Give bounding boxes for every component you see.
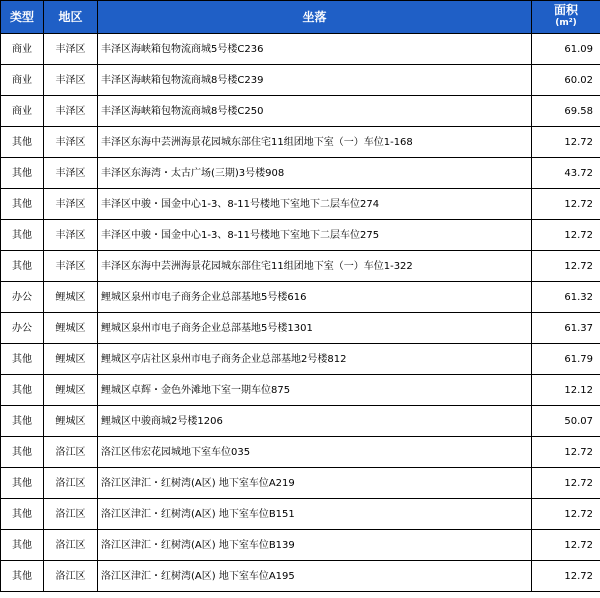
cell-area: 鲤城区 — [44, 313, 98, 344]
cell-location: 丰泽区中骏・国金中心1-3、8-11号楼地下室地下二层车位275 — [98, 220, 532, 251]
cell-type: 其他 — [1, 344, 44, 375]
table-row — [1, 499, 600, 530]
table-row — [1, 282, 600, 313]
header-row — [1, 1, 600, 34]
cell-type: 商业 — [1, 96, 44, 127]
table-row — [1, 437, 600, 468]
header-area: 地区 — [44, 1, 98, 34]
cell-location: 丰泽区海峡箱包物流商城8号楼C239 — [98, 65, 532, 96]
cell-size: 12.72 — [532, 468, 600, 499]
table-row — [1, 189, 600, 220]
table-row — [1, 468, 600, 499]
table-row — [1, 65, 600, 96]
cell-type: 其他 — [1, 158, 44, 189]
cell-area: 洛江区 — [44, 561, 98, 592]
cell-type: 其他 — [1, 499, 44, 530]
cell-type: 其他 — [1, 220, 44, 251]
cell-type: 其他 — [1, 127, 44, 158]
header-size — [532, 1, 600, 34]
table-row — [1, 220, 600, 251]
cell-area: 洛江区 — [44, 499, 98, 530]
cell-size: 12.72 — [532, 530, 600, 561]
cell-size: 12.72 — [532, 499, 600, 530]
cell-type: 其他 — [1, 251, 44, 282]
header-size-unit: (m²) — [555, 18, 577, 28]
cell-area: 鲤城区 — [44, 282, 98, 313]
cell-type: 其他 — [1, 437, 44, 468]
cell-location: 丰泽区东海湾・太古广场(三期)3号楼908 — [98, 158, 532, 189]
cell-location: 丰泽区东海中芸洲海景花园城东部住宅11组团地下室（一）车位1-322 — [98, 251, 532, 282]
cell-area: 洛江区 — [44, 530, 98, 561]
cell-location: 鲤城区中骏商城2号楼1206 — [98, 406, 532, 437]
table-row — [1, 406, 600, 437]
cell-location: 丰泽区中骏・国金中心1-3、8-11号楼地下室地下二层车位274 — [98, 189, 532, 220]
header-type: 类型 — [1, 1, 44, 34]
cell-size: 61.37 — [532, 313, 600, 344]
cell-location: 丰泽区海峡箱包物流商城8号楼C250 — [98, 96, 532, 127]
table-row — [1, 34, 600, 65]
cell-location: 洛江区津汇・红树湾(A区) 地下室车位A195 — [98, 561, 532, 592]
cell-area: 丰泽区 — [44, 189, 98, 220]
cell-location: 洛江区津汇・红树湾(A区) 地下室车位B151 — [98, 499, 532, 530]
cell-size: 12.12 — [532, 375, 600, 406]
cell-area: 鲤城区 — [44, 375, 98, 406]
cell-type: 其他 — [1, 189, 44, 220]
cell-type: 办公 — [1, 282, 44, 313]
header-location: 坐落 — [98, 1, 532, 34]
table-row — [1, 530, 600, 561]
cell-area: 洛江区 — [44, 437, 98, 468]
cell-location: 洛江区津汇・红树湾(A区) 地下室车位B139 — [98, 530, 532, 561]
table-body — [1, 34, 600, 592]
cell-size: 12.72 — [532, 251, 600, 282]
cell-area: 洛江区 — [44, 468, 98, 499]
cell-size: 50.07 — [532, 406, 600, 437]
cell-location: 洛江区津汇・红树湾(A区) 地下室车位A219 — [98, 468, 532, 499]
cell-location: 鲤城区卓辉・金色外滩地下室一期车位875 — [98, 375, 532, 406]
cell-area: 鲤城区 — [44, 406, 98, 437]
cell-type: 其他 — [1, 406, 44, 437]
cell-area: 丰泽区 — [44, 96, 98, 127]
cell-area: 丰泽区 — [44, 158, 98, 189]
cell-size: 61.32 — [532, 282, 600, 313]
table-row — [1, 158, 600, 189]
cell-area: 鲤城区 — [44, 344, 98, 375]
table-row — [1, 313, 600, 344]
cell-size: 43.72 — [532, 158, 600, 189]
cell-location: 鲤城区亭店社区泉州市电子商务企业总部基地2号楼812 — [98, 344, 532, 375]
cell-type: 商业 — [1, 34, 44, 65]
cell-type: 商业 — [1, 65, 44, 96]
cell-size: 12.72 — [532, 561, 600, 592]
table-row — [1, 127, 600, 158]
cell-type: 其他 — [1, 375, 44, 406]
cell-area: 丰泽区 — [44, 251, 98, 282]
cell-location: 鲤城区泉州市电子商务企业总部基地5号楼1301 — [98, 313, 532, 344]
cell-type: 其他 — [1, 468, 44, 499]
table-row — [1, 344, 600, 375]
cell-area: 丰泽区 — [44, 220, 98, 251]
cell-size: 12.72 — [532, 127, 600, 158]
cell-type: 其他 — [1, 530, 44, 561]
table-row — [1, 96, 600, 127]
cell-size: 61.09 — [532, 34, 600, 65]
cell-area: 丰泽区 — [44, 65, 98, 96]
table-row — [1, 561, 600, 592]
table-row — [1, 375, 600, 406]
header-size-label: 面积 — [553, 3, 578, 17]
cell-location: 丰泽区东海中芸洲海景花园城东部住宅11组团地下室（一）车位1-168 — [98, 127, 532, 158]
cell-location: 丰泽区海峡箱包物流商城5号楼C236 — [98, 34, 532, 65]
table-row — [1, 251, 600, 282]
cell-size: 69.58 — [532, 96, 600, 127]
cell-size: 12.72 — [532, 189, 600, 220]
cell-size: 61.79 — [532, 344, 600, 375]
cell-size: 60.02 — [532, 65, 600, 96]
cell-type: 办公 — [1, 313, 44, 344]
cell-size: 12.72 — [532, 220, 600, 251]
cell-area: 丰泽区 — [44, 127, 98, 158]
cell-type: 其他 — [1, 561, 44, 592]
cell-location: 鲤城区泉州市电子商务企业总部基地5号楼616 — [98, 282, 532, 313]
cell-area: 丰泽区 — [44, 34, 98, 65]
cell-size: 12.72 — [532, 437, 600, 468]
cell-location: 洛江区伟宏花园城地下室车位035 — [98, 437, 532, 468]
